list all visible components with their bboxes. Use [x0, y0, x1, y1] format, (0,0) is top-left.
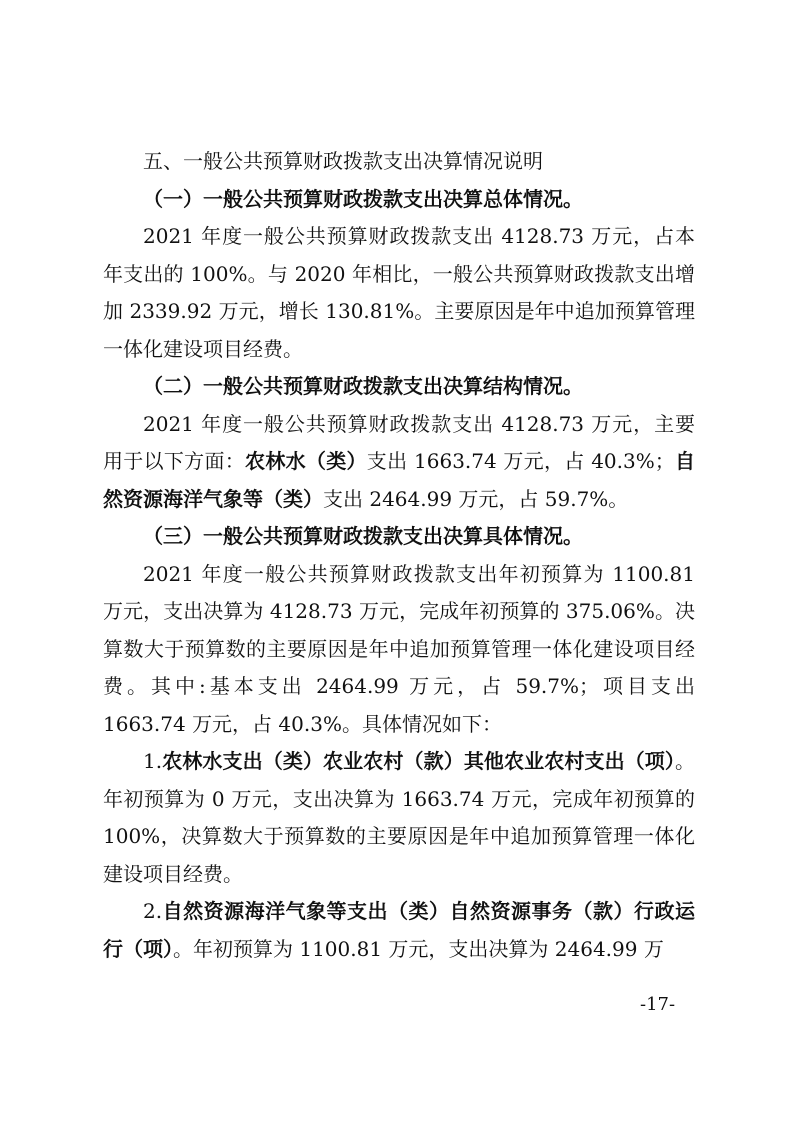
part2-bold-b: 自然资源海洋气象等（类） — [103, 449, 696, 511]
page-number: -17- — [640, 994, 676, 1015]
part2-text-c: 支出 2464.99 万元，占 59.7%。 — [323, 486, 629, 511]
part2-body — [103, 406, 695, 519]
part2-text-a: 2021 年度一般公共预算财政拨款支出 4128.73 万元，主要用于以下方面： — [103, 411, 695, 473]
item-2-text: 。年初预算为 1100.81 万元，支出决算为 2464.99 万 — [173, 936, 664, 961]
item-2 — [103, 893, 695, 968]
part2-text-b: 支出 1663.74 万元，占 40.3%； — [366, 449, 675, 473]
body-text — [103, 143, 695, 968]
part1-body: 2021 年度一般公共预算财政拨款支出 4128.73 万元，占本年支出的 100%。与 2020 年相比，一般公共预算财政拨款支出增加 2339.92 万元，增长 130.81%。主要原因是年中追加预算管理一体化建设项目经费。 — [103, 224, 695, 361]
part1-heading: （一）一般公共预算财政拨款支出决算总体情况。 — [143, 186, 583, 211]
item-1-title: 农林水支出（类）农业农村（款）其他农业农村支出（项） — [162, 749, 675, 773]
part3-body: 2021 年度一般公共预算财政拨款支出年初预算为 1100.81 万元，支出决算为 4128.73 万元，完成年初预算的 375.06%。决算数大于预算数的主要原因是年中追加预算管理一体化建设项目经费。其中:基本支出 2464.99 万元，占 59.7%；项目支出 1663.74 万元，占 40.3%。具体情况如下： — [103, 561, 695, 736]
part2-heading: （二）一般公共预算财政拨款支出决算结构情况。 — [143, 374, 583, 398]
item-2-title: 自然资源海洋气象等支出（类）自然资源事务（款）行政运行（项） — [103, 899, 695, 961]
item-1 — [103, 743, 695, 893]
item-1-number: 1. — [143, 749, 163, 773]
part2-bold-a: 农林水（类） — [245, 449, 367, 473]
section-title: 五、一般公共预算财政拨款支出决算情况说明 — [143, 149, 543, 173]
part3-heading: （三）一般公共预算财政拨款支出决算具体情况。 — [143, 524, 583, 548]
item-1-text: 。年初预算为 0 万元，支出决算为 1663.74 万元，完成年初预算的 100%，决算数大于预算数的主要原因是年中追加预算管理一体化建设项目经费。 — [103, 749, 695, 886]
item-2-number: 2. — [143, 899, 163, 923]
